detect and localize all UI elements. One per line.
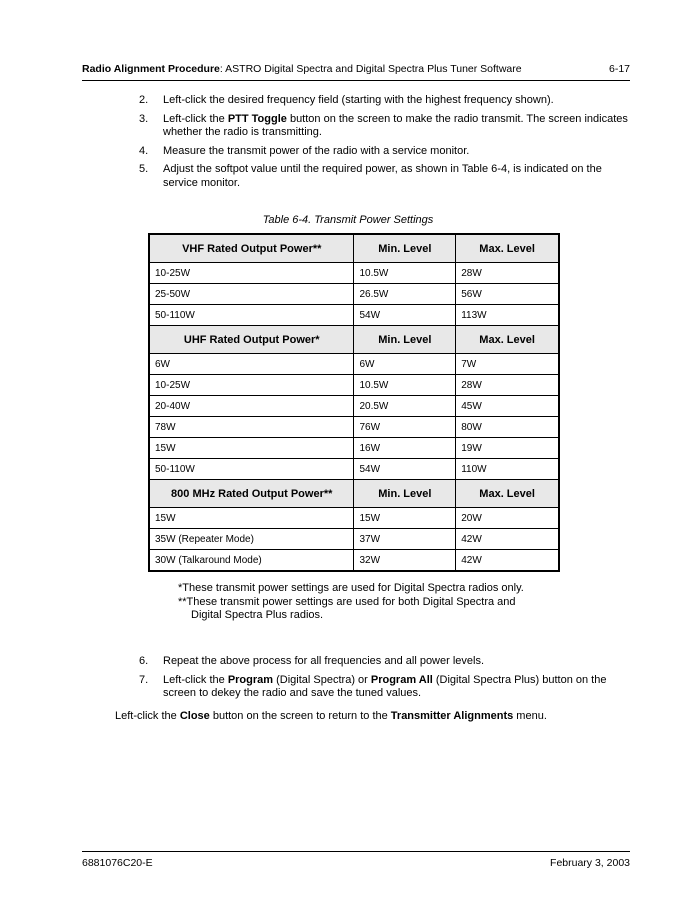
table-cell: 110W [456, 459, 559, 480]
table-cell: 16W [354, 438, 456, 459]
table-cell: 42W [456, 529, 559, 550]
table-cell: 15W [150, 508, 354, 529]
table-cell: 20.5W [354, 396, 456, 417]
table-section-header [150, 480, 559, 508]
step-3 [139, 113, 629, 140]
table-row [150, 417, 559, 438]
table-cell: 10-25W [150, 263, 354, 284]
table-footnotes [178, 582, 524, 623]
table-cell: 15W [150, 438, 354, 459]
footnote-double-star: **These transmit power settings are used for both Digital Spectra and [178, 595, 516, 608]
table-cell: 54W [354, 305, 456, 326]
footer-rule [82, 851, 630, 852]
table-header-cell: Max. Level [456, 480, 559, 508]
table-cell: 7W [456, 354, 559, 375]
table-cell: 78W [150, 417, 354, 438]
step-text: Repeat the above process for all frequencies and all power levels. [163, 655, 485, 667]
table-cell: 25-50W [150, 284, 354, 305]
table-cell: 50-110W [150, 459, 354, 480]
header-title [82, 63, 522, 75]
closing-text: Left-click the [115, 710, 180, 722]
table-cell: 6W [150, 354, 354, 375]
step-text-bold: Program All [370, 673, 433, 686]
table-row [150, 508, 559, 529]
table-row [150, 263, 559, 284]
step-text-bold: PTT Toggle [227, 112, 287, 125]
table-header-cell: Min. Level [354, 235, 456, 263]
header-rule [82, 80, 630, 81]
step-number: 7. [139, 673, 149, 686]
procedure-steps-continued [139, 655, 629, 706]
table-section-header [150, 326, 559, 354]
table-cell: 28W [456, 375, 559, 396]
footnote-double-star-cont: Digital Spectra Plus radios. [191, 609, 324, 621]
step-text-bold: Program [227, 673, 274, 686]
procedure-steps [139, 94, 629, 195]
closing-instruction [115, 710, 547, 722]
table-cell: 30W (Talkaround Mode) [150, 550, 354, 571]
table-cell: 19W [456, 438, 559, 459]
table-section-header [150, 235, 559, 263]
table-header-cell: VHF Rated Output Power** [150, 235, 354, 263]
table-cell: 37W [354, 529, 456, 550]
table-cell: 45W [456, 396, 559, 417]
table-header-cell: Min. Level [354, 326, 456, 354]
table-cell: 15W [354, 508, 456, 529]
table-cell: 56W [456, 284, 559, 305]
closing-text: button on the screen to return to the [209, 710, 391, 722]
table-cell: 6W [354, 354, 456, 375]
table-row [150, 438, 559, 459]
table-row [150, 284, 559, 305]
transmit-power-table [149, 234, 559, 571]
table-cell: 76W [354, 417, 456, 438]
table-row [150, 529, 559, 550]
page-number: 6-17 [608, 63, 630, 75]
table-row [150, 375, 559, 396]
step-number: 4. [139, 144, 149, 157]
step-text: button on the screen to make the radio transmit. The screen indicates whether the radio is transmitting. [163, 112, 628, 138]
table-cell: 26.5W [354, 284, 456, 305]
closing-text-bold: Close [179, 710, 210, 722]
table-cell: 20-40W [150, 396, 354, 417]
header-title-bold: Radio Alignment Procedure [82, 63, 220, 75]
table-header-cell: Max. Level [456, 326, 559, 354]
table-row [150, 459, 559, 480]
table-cell: 35W (Repeater Mode) [150, 529, 354, 550]
step-number: 6. [139, 655, 149, 667]
table-cell: 28W [456, 263, 559, 284]
table-header-cell: Max. Level [456, 235, 559, 263]
table-row [150, 550, 559, 571]
table-cell: 10.5W [354, 375, 456, 396]
step-text: Left-click the [163, 673, 228, 686]
table-cell: 10.5W [354, 263, 456, 284]
header-title-rest: : ASTRO Digital Spectra and Digital Spectra Plus Tuner Software [219, 63, 522, 75]
step-text: Left-click the [163, 112, 228, 125]
step-7 [139, 674, 629, 701]
step-text: Left-click the desired frequency field (starting with the highest frequency shown). [163, 94, 554, 106]
table-cell: 20W [456, 508, 559, 529]
table-header-cell: 800 MHz Rated Output Power** [150, 480, 354, 508]
table-cell: 42W [456, 550, 559, 571]
table-cell: 32W [354, 550, 456, 571]
table-row [150, 396, 559, 417]
step-text: Measure the transmit power of the radio with a service monitor. [163, 144, 470, 157]
step-6 [139, 655, 629, 669]
table-row [150, 305, 559, 326]
document-date: February 3, 2003 [550, 857, 630, 869]
step-text: (Digital Spectra) or [273, 673, 371, 686]
step-number: 5. [139, 163, 149, 175]
table-cell: 80W [456, 417, 559, 438]
table-cell: 54W [354, 459, 456, 480]
table-cell: 10-25W [150, 375, 354, 396]
step-text: Adjust the softpot value until the required power, as shown in Table 6-4, is indicated on the service monitor. [163, 163, 602, 189]
step-number: 2. [139, 94, 149, 106]
step-text: (Digital Spectra Plus) button on the screen to dekey the radio and save the tuned values. [163, 673, 607, 699]
step-2 [139, 94, 629, 108]
step-5 [139, 163, 629, 190]
table-header-cell: Min. Level [354, 480, 456, 508]
table-cell: 113W [456, 305, 559, 326]
closing-text: menu. [513, 710, 547, 722]
table-header-cell: UHF Rated Output Power* [150, 326, 354, 354]
step-4 [139, 145, 629, 159]
table-cell: 50-110W [150, 305, 354, 326]
step-number: 3. [139, 112, 149, 125]
footnote-single-star: *These transmit power settings are used for Digital Spectra radios only. [178, 582, 524, 594]
document-number: 6881076C20-E [82, 857, 153, 869]
table-row [150, 354, 559, 375]
closing-text-bold: Transmitter Alignments [390, 710, 514, 722]
table-caption: Table 6-4. Transmit Power Settings [262, 214, 434, 226]
